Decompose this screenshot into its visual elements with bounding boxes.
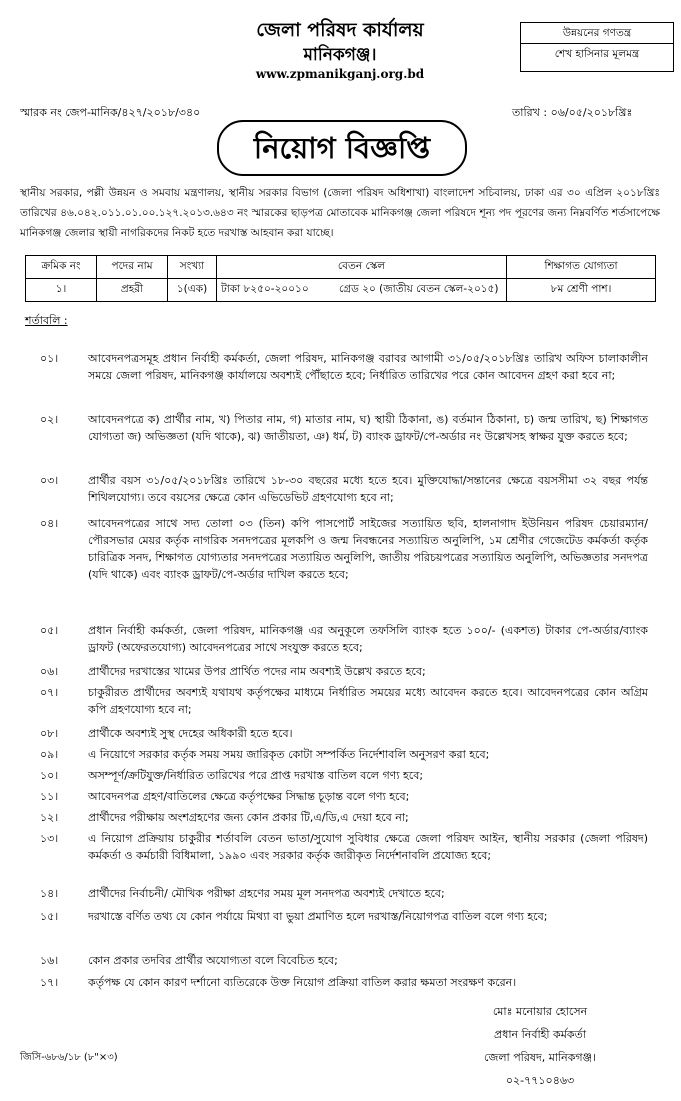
header-qualification: শিক্ষাগত যোগ্যতা xyxy=(507,256,656,279)
cell-pay-amount: টাকা ৮২৫০-২০০১০ xyxy=(217,279,336,302)
condition-number: ০৫। xyxy=(40,624,59,637)
condition-number: ০৯। xyxy=(40,748,59,761)
cell-post: প্রহরী xyxy=(97,279,168,302)
header-pay-scale: বেতন স্কেল xyxy=(217,256,507,279)
district-name: মানিকগঞ্জ। xyxy=(303,45,377,65)
slogan-box xyxy=(520,22,674,72)
condition-text: এ নিয়োগে সরকার কর্তৃক সময় সময় জারিকৃত কোটা সম্পর্কিত নির্দেশাবলি অনুসরণ করা হবে; xyxy=(88,748,490,761)
cell-qualification: ৮ম শ্রেণী পাশ। xyxy=(507,279,656,302)
cell-count: ১(এক) xyxy=(168,279,217,302)
signatory-phone: ০২-৭৭১০৪৬৩ xyxy=(505,1074,575,1087)
condition-number: ১৪। xyxy=(40,887,59,900)
intro-paragraph: স্থানীয় সরকার, পল্লী উন্নয়ন ও সমবায় মন্ত্রণালয়, স্থানীয় সরকার বিভাগ (জেলা পরিষদ অধিশাখা) বাংলাদেশ সচিবালয়, ঢাকা এর ৩০ এপ্রিল ২০১৮খ্রিঃ তারিখের ৪৬.০৪২.০১১.০১.০০.১২৭.২০১৩.৬৪৩ নং স্মারকের ছাড়পত্র মোতাবেক মানিকগঞ্জ জেলা পরিষদে শূন্য পদ পূরণের জন্য নিম্নবর্ণিত শর্তসাপেক্ষে মানিকগঞ্জ জেলার স্থায়ী নাগরিকদের নিকট হতে দরখাস্ত আহবান করা যাচ্ছে। xyxy=(20,187,660,239)
footer-code: জিসি-৬৮৬/১৮ (৮"×৩) xyxy=(20,1052,118,1063)
condition-number: ০৭। xyxy=(40,686,59,699)
condition-number: ১২। xyxy=(40,811,59,824)
condition-number: ০৪। xyxy=(40,517,59,530)
condition-number: ১১। xyxy=(40,790,59,803)
slogan-line-2: শেখ হাসিনার মূলমন্ত্র xyxy=(554,48,640,61)
condition-text: কর্তৃপক্ষ যে কোন কারণ দর্শানো ব্যতিরেকে উক্ত নিয়োগ প্রক্রিয়া বাতিল করার ক্ষমতা সংরক্ষণ করেন। xyxy=(88,976,517,989)
condition-number: ০৩। xyxy=(40,474,59,487)
table-row xyxy=(26,279,656,302)
condition-number: ০১। xyxy=(40,352,59,365)
condition-number: ০৮। xyxy=(40,727,59,740)
header-serial: ক্রমিক নং xyxy=(26,256,97,279)
condition-number: ১৭। xyxy=(40,976,59,989)
website-link[interactable]: www.zpmanikganj.org.bd xyxy=(255,67,425,81)
condition-number: ১০। xyxy=(40,769,59,782)
notice-date: তারিখ : ০৬/০৫/২০১৮খ্রিঃ xyxy=(512,106,633,119)
condition-number: ১৫। xyxy=(40,910,59,923)
condition-number: ১৩। xyxy=(40,832,59,845)
signatory-designation: প্রধান নির্বাহী কর্মকর্তা xyxy=(493,1028,587,1041)
condition-text: আবেদনপত্রসমূহ প্রধান নির্বাহী কর্মকর্তা, জেলা পরিষদ, মানিকগঞ্জ বরাবর আগামী ৩১/০৫/২০১৮খ্রিঃ তারিখ অফিস চালাকালীন সময়ে জেলা পরিষদ, মানিকগঞ্জ কার্যালয়ে অবশ্যই পৌঁছাতে হবে; নির্ধারিত তারিখের পরে কোন আবেদন গ্রহণ করা হবে না; xyxy=(88,352,648,382)
condition-text: প্রার্থীর বয়স ৩১/০৫/২০১৮খ্রিঃ তারিখে ১৮-৩০ বছরের মধ্যে হতে হবে। মুক্তিযোদ্ধা/সন্তানের ক্ষেত্রে বয়সসীমা ৩২ বছর পর্যন্ত শিথিলযোগ্য। তবে বয়সের ক্ষেত্রে কোন এভিডেভিট গ্রহণযোগ্য হবে না; xyxy=(88,474,648,504)
notice-title: নিয়োগ বিজ্ঞপ্তি xyxy=(217,120,467,176)
condition-text: আবেদনপত্রে ক) প্রার্থীর নাম, খ) পিতার নাম, গ) মাতার নাম, ঘ) স্থায়ী ঠিকানা, ঙ) বর্তমান ঠিকানা, চ) জন্ম তারিখ, ছ) শিক্ষাগত যোগ্যতা জ) অভিজ্ঞতা (যদি থাকে), ঝ) জাতীয়তা, ঞ) ধর্ম, ট) ব্যাংক ড্রাফট/পে-অর্ডার নং উল্লেখসহ স্বাক্ষর যুক্ত করতে হবে; xyxy=(88,413,648,443)
condition-text: দরখাস্তে বর্ণিত তথ্য যে কোন পর্যায়ে মিথ্যা বা ভুয়া প্রমাণিত হলে দরখাস্ত/নিয়োগপত্র বাতিল বলে গণ্য হবে; xyxy=(88,910,548,923)
condition-number: ১৬। xyxy=(40,954,59,967)
condition-text: অসম্পূর্ণ/ক্রটিযুক্ত/নির্ধারিত তারিখের পরে প্রাপ্ত দরখাস্ত বাতিল বলে গণ্য হবে; xyxy=(88,769,424,782)
header-count: সংখ্যা xyxy=(168,256,217,279)
signatory-name: মোঃ মনোয়ার হোসেন xyxy=(492,1005,588,1018)
condition-text: চাকুরীরত প্রার্থীদের অবশ্যই যথাযথ কর্তৃপক্ষের মাধ্যমে নির্ধারিত সময়ের মধ্যে আবেদন করতে হবে। আবেদনপত্রের কোন অগ্রিম কপি গ্রহণযোগ্য হবে না; xyxy=(88,686,648,716)
office-title: জেলা পরিষদ কার্যালয় xyxy=(256,19,424,41)
cell-pay-grade: গ্রেড ২০ (জাতীয় বেতন স্কেল-২০১৫) xyxy=(335,279,507,302)
table-header-row xyxy=(26,256,656,279)
condition-text: এ নিয়োগ প্রক্রিয়ায় চাকুরীর শর্তাবলি বেতন ভাতা/সুযোগ সুবিধার ক্ষেত্রে জেলা পরিষদ আইন, স্থানীয় সরকার (জেলা পরিষদ) কর্মকর্তা ও কর্মচারী বিধিমালা, ১৯৯০ এবং সরকার কর্তৃক জারীকৃত নির্দেশনাবলি প্রযোজ্য হবে; xyxy=(88,832,648,862)
signatory-office: জেলা পরিষদ, মানিকগঞ্জ। xyxy=(484,1051,596,1064)
condition-text: প্রধান নির্বাহী কর্মকর্তা, জেলা পরিষদ, মানিকগঞ্জ এর অনুকূলে তফসিলি ব্যাংক হতে ১০০/- (একশত) টাকার পে-অর্ডার/ব্যাংক ড্রাফট (অফেরতযোগ্য) আবেদনপত্রের সাথে সংযুক্ত করতে হবে; xyxy=(88,624,648,654)
memo-number: স্মারক নং জেপ-মানিক/৪২৭/২০১৮/৩৪০ xyxy=(20,106,201,119)
condition-text: প্রার্থীকে অবশ্যই সুস্থ দেহের অধিকারী হতে হবে। xyxy=(88,727,293,740)
condition-number: ০৬। xyxy=(40,665,59,678)
header-post: পদের নাম xyxy=(97,256,168,279)
slogan-line-1: উন্নয়নের গণতন্ত্র xyxy=(521,23,673,44)
condition-text: কোন প্রকার তদবির প্রার্থীর অযোগ্যতা বলে বিবেচিত হবে; xyxy=(88,954,338,967)
condition-text: আবেদনপত্রের সাথে সদ্য তোলা ০৩ (তিন) কপি পাসপোর্ট সাইজের সত্যায়িত ছবি, হালনাগাদ ইউনিয়ন পরিষদ চেয়ারম্যান/পৌরসভার মেয়র কর্তৃক নাগরিক সনদপত্রের মূলকপি ও জন্ম নিবন্ধনের সত্যায়িত অনুলিপি, ১ম শ্রেণীর গেজেটেড কর্মকর্তা কর্তৃক চারিত্রিক সনদ, শিক্ষাগত যোগ্যতার সনদপত্রের সত্যায়িত অনুলিপি, জাতীয় পরিচয়পত্রের সত্যায়িত অনুলিপি, অভিজ্ঞতার সনদপত্র (যদি থাকে) এবং ব্যাংক ড্রাফট/পে-অর্ডার দাখিল করতে হবে; xyxy=(88,517,648,581)
condition-text: প্রার্থীদের নির্বাচনী/ মৌখিক পরীক্ষা গ্রহণের সময় মূল সনদপত্র অবশ্যই দেখাতে হবে; xyxy=(88,887,445,900)
condition-text: প্রার্থীদের পরীক্ষায় অংশগ্রহণের জন্য কোন প্রকার টি,এ/ডি,এ দেয়া হবে না; xyxy=(88,811,409,824)
condition-text: আবেদনপত্র গ্রহণ/বাতিলের ক্ষেত্রে কর্তৃপক্ষের সিদ্ধান্ত চূড়ান্ত বলে গণ্য হবে; xyxy=(88,790,410,803)
condition-text: প্রার্থীদের দরখাস্তের খামের উপর প্রার্থিত পদের নাম অবশ্যই উল্লেখ করতে হবে; xyxy=(88,665,426,678)
cell-serial: ১। xyxy=(26,279,97,302)
vacancy-table xyxy=(25,255,656,302)
condition-number: ০২। xyxy=(40,413,59,426)
conditions-heading: শর্তাবলি : xyxy=(25,314,68,327)
